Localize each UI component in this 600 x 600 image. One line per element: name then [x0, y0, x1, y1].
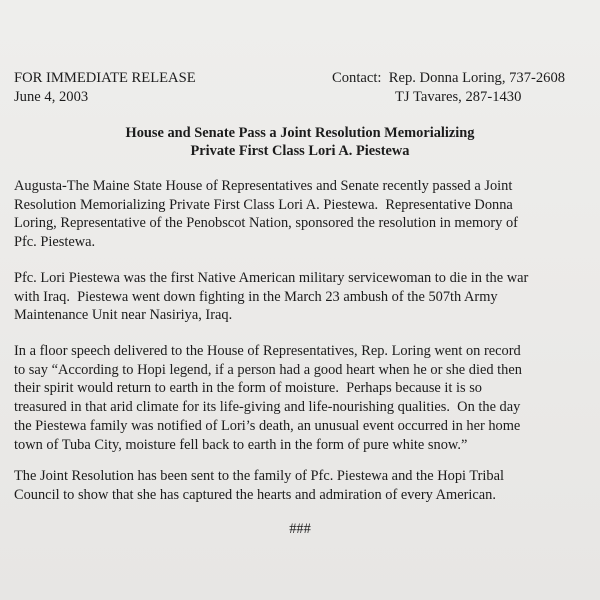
- document-title: [0, 124, 600, 160]
- paragraph-floor-speech: [14, 342, 594, 454]
- release-label: FOR IMMEDIATE RELEASE: [14, 70, 196, 86]
- text-line: the Piestewa family was notified of Lori’s death, an unusual event occurred in her home: [14, 417, 521, 434]
- text-line: their spirit would return to earth in the form of moisture. Perhaps because it is so: [14, 380, 482, 397]
- paragraph-background: [14, 269, 594, 325]
- text-line: Augusta-The Maine State House of Representatives and Senate recently passed a Joint: [14, 178, 513, 194]
- contact-secondary: TJ Tavares, 287-1430: [395, 89, 522, 105]
- text-line: Resolution Memorializing Private First Class Lori A. Piestewa. Representative Donna: [14, 196, 513, 213]
- text-line: The Joint Resolution has been sent to the family of Pfc. Piestewa and the Hopi Tribal: [14, 468, 505, 484]
- text-line: with Iraq. Piestewa went down fighting in the March 23 ambush of the 507th Army: [14, 288, 498, 305]
- text-line: Council to show that she has captured the hearts and admiration of every American.: [14, 486, 496, 503]
- text-line: to say “According to Hopi legend, if a person had a good heart when he or she died then: [14, 361, 522, 378]
- text-line: treasured in that arid climate for its life-giving and life-nourishing qualities. On the day: [14, 399, 521, 416]
- release-header: [14, 69, 196, 107]
- paragraph-announcement: [14, 177, 594, 252]
- text-line: Pfc. Lori Piestewa was the first Native American military servicewoman to die in the war: [14, 270, 529, 286]
- title-line-2: Private First Class Lori A. Piestewa: [190, 143, 410, 159]
- end-mark: ###: [289, 521, 311, 537]
- text-line: In a floor speech delivered to the House of Representatives, Rep. Loring went on record: [14, 343, 521, 359]
- contact-primary: Contact: Rep. Donna Loring, 737-2608: [332, 70, 566, 86]
- text-line: town of Tuba City, moisture fell back to earth in the form of pure white snow.”: [14, 436, 468, 453]
- contact-block: [332, 69, 565, 107]
- text-line: Loring, Representative of the Penobscot Nation, sponsored the resolution in memory of: [14, 215, 518, 232]
- text-line: Pfc. Piestewa.: [14, 234, 96, 251]
- paragraph-conclusion: [14, 467, 594, 504]
- release-date: June 4, 2003: [14, 89, 89, 105]
- text-line: Maintenance Unit near Nasiriya, Iraq.: [14, 307, 233, 324]
- title-line-1: House and Senate Pass a Joint Resolution Memorializing: [125, 125, 475, 141]
